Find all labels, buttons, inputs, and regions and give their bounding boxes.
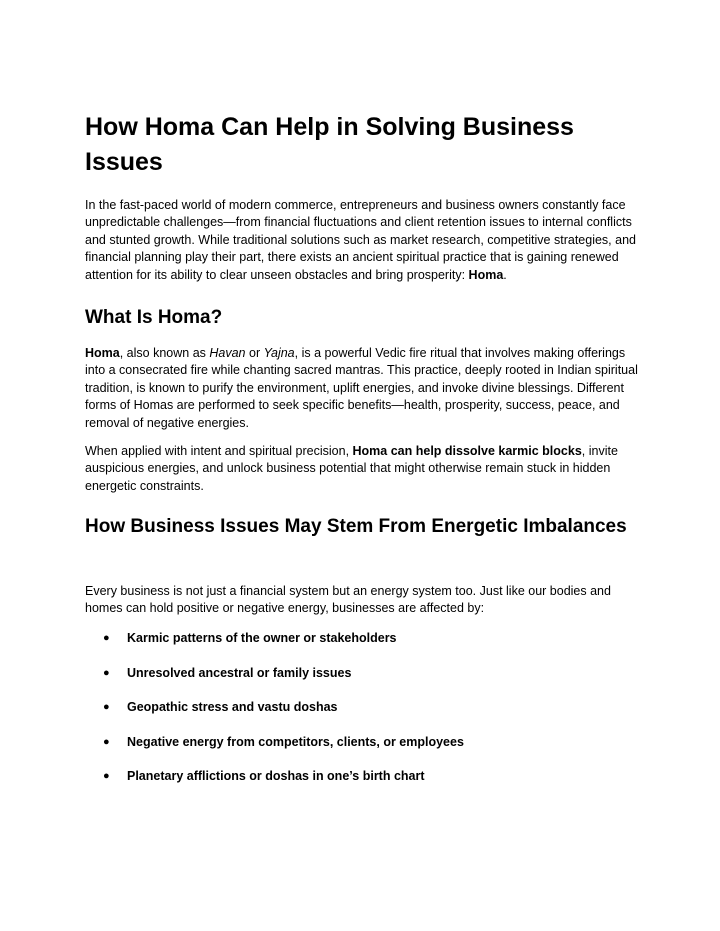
list-item-text: Planetary afflictions or doshas in one’s birth chart <box>127 769 425 783</box>
bullet-icon: ● <box>103 666 110 679</box>
havan-italic: Havan <box>209 346 246 360</box>
yajna-italic: Yajna <box>263 346 295 360</box>
text-run: , is a powerful Vedic fire ritual that involves making offerings into a consecrated fire while chanting sacred mantras. This practice, deeply rooted in Indian spiritual tradition, is known to purify the environment, uplift energies, and invoke divine blessings. Different forms of Homas are performed to seek specific benefits—health, prosperity, success, peace, and removal of negative energies. <box>85 346 638 430</box>
energy-system-paragraph: Every business is not just a financial system but an energy system too. Just like our bodies and homes can hold positive or negative energy, businesses are affected by: <box>85 584 611 616</box>
text-run: or <box>245 346 264 360</box>
intro-bold-term: Homa <box>468 267 504 282</box>
karmic-blocks-bold: Homa can help dissolve karmic blocks <box>352 444 582 458</box>
bullet-icon: ● <box>103 770 110 782</box>
intro-text: In the fast-paced world of modern commerce, entrepreneurs and business owners constantly face unpredictable challenges—from financial fluctuations and client retention issues to internal conflicts and stunted growth. While traditional solutions such as market research, competitive strategies, and financial planning play their part, there exists an ancient spiritual practice that is gaining renewed attention for its ability to clear unseen obstacles and bring prosperity: <box>85 198 636 282</box>
list-item <box>85 699 645 734</box>
homa-application-paragraph <box>85 443 645 495</box>
homa-bold: Homa <box>85 346 120 360</box>
list-item <box>85 734 645 769</box>
homa-definition-paragraph <box>85 345 645 432</box>
list-item <box>85 665 645 700</box>
section-heading-what-is-homa: What Is Homa? <box>85 307 223 328</box>
list-item <box>85 768 645 803</box>
list-item <box>85 630 645 665</box>
intro-paragraph <box>85 197 645 284</box>
bullet-icon: ● <box>103 632 110 644</box>
text-run: , also known as <box>119 346 210 360</box>
list-item-text: Karmic patterns of the owner or stakeholders <box>127 631 397 645</box>
text-run: When applied with intent and spiritual precision, <box>85 444 353 458</box>
text-run: , invite auspicious energies, and unlock business potential that might otherwise remain stuck in hidden energetic constraints. <box>85 444 618 493</box>
bullet-icon: ● <box>103 701 110 713</box>
list-item-text: Geopathic stress and vastu doshas <box>127 700 338 714</box>
page-title: How Homa Can Help in Solving Business Issues <box>85 113 574 176</box>
bullet-icon: ● <box>103 735 110 748</box>
intro-end: . <box>503 267 507 282</box>
section-heading-business-issues: How Business Issues May Stem From Energetic Imbalances <box>85 516 627 537</box>
list-item-text: Unresolved ancestral or family issues <box>127 665 352 680</box>
issues-list <box>85 630 645 803</box>
list-item-text: Negative energy from competitors, clients, or employees <box>127 734 464 749</box>
